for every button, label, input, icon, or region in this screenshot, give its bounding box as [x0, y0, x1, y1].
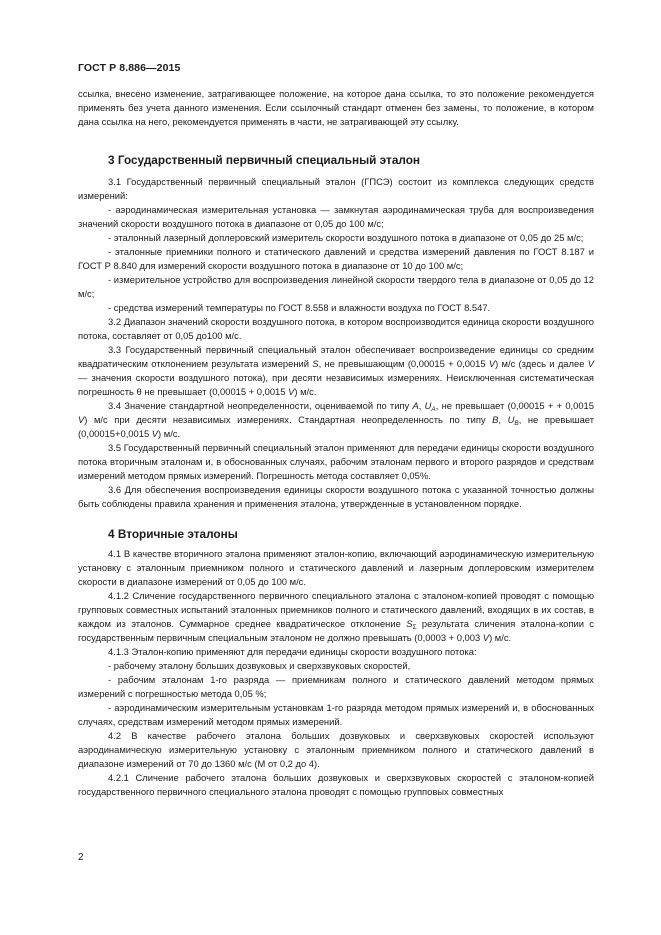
paragraph-3-3: 3.3 Государственный первичный специальный эталон обеспечивает воспроизведение единицы со средним квадратическим отклонением результата измерений S, не превышающим (0,00015 + 0,0015 V) м/с (здесь и далее V — значения скорости воздушного потока), при десяти независимых измерениях. Неисключенная систематическая погрешность θ не превышает (0,00015 + 0,0015 V) м/с. [78, 344, 594, 397]
section-4-heading: 4 Вторичные эталоны [108, 527, 238, 541]
paragraph-3-4: 3.4 Значение стандартной неопределенности, оцениваемой по типу А, $U_A$, не превышает (0,00015 + + 0,0015 V) м/с при десяти независимых измерениях. Стандартная неопределенность по типу В, $U_B$, не превышает (0,00015+0,0015 V) м/с. [78, 400, 594, 439]
document-header: ГОСТ Р 8.886—2015 [78, 62, 181, 74]
section-3-heading: 3 Государственный первичный специальный эталон [108, 153, 421, 167]
paragraph-4-1-2: 4.1.2 Сличение государственного первичного специального эталона с эталоном-копией проводят с помощью групповых совместных испытаний эталонных приемников полного и статического давлений, входящих в их состав, в каждом из эталонов. Суммарное среднее квадратическое отклонение $S_\Sigma$ результата сличения эталона-копии с государственным первичным специальным эталоном не должно превышать (0,0003 + 0,003 V) м/с. [78, 590, 594, 643]
document-body [78, 87, 594, 799]
list-item: - аэродинамическая измерительная установка — замкнутая аэродинамическая труба для воспроизведения значений скорости воздушного потока в диапазоне от 0,05 до 100 м/с; [78, 204, 594, 229]
paragraph-4-1-3: 4.1.3 Эталон-копию применяют для передачи единицы скорости воздушного потока: [108, 646, 477, 657]
intro-paragraph: ссылка, внесено изменение, затрагивающее положение, на которое дана ссылка, то это положение рекомендуется применять без учета данного изменения. Если ссылочный стандарт отменен без замены, то положение, в котором дана ссылка на него, рекомендуется применять в части, не затрагивающей эту ссылку. [78, 88, 594, 127]
list-item: - рабочему эталону больших дозвуковых и сверхзвуковых скоростей, [108, 660, 411, 671]
paragraph-4-1: 4.1 В качестве вторичного эталона применяют эталон-копию, включающий аэродинамическую измерительную установку с эталонным приемником полного и статического давлений и лазерным доплеровским измерителем скорости в диапазоне измерений от 0,05 до 100 м/с. [78, 548, 594, 587]
paragraph-3-5: 3.5 Государственный первичный специальный эталон применяют для передачи единицы скорости воздушного потока вторичным эталонам и, в обоснованных случаях, рабочим эталонам первого и второго разрядов и средствам измерений методом прямых измерений. Погрешность метода составляет 0,05%. [78, 442, 594, 481]
list-item: - измерительное устройство для воспроизведения линейной скорости твердого тела в диапазоне от 0,05 до 12 м/с; [78, 274, 594, 299]
paragraph-4-2: 4.2 В качестве рабочего эталона больших дозвуковых и сверхзвуковых скоростей используют аэродинамическую измерительную установку с эталонным приемником полного и статического давлений в диапазоне измерений от 70 до 1360 м/с (М от 0,2 до 4). [78, 730, 594, 769]
paragraph-3-2: 3.2 Диапазон значений скорости воздушного потока, в котором воспроизводится единица скорости воздушного потока, составляет от 0,05 до100 м/с. [78, 316, 594, 341]
paragraph-3-6: 3.6 Для обеспечения воспроизведения единицы скорости воздушного потока с указанной точностью должны быть соблюдены правила хранения и применения эталона, утвержденные в установленном порядке. [78, 484, 594, 509]
paragraph-4-2-1: 4.2.1 Сличение рабочего эталона больших дозвуковых и сверхзвуковых скоростей с эталоном-копией государственного первичного специального эталона проводят с помощью групповых совместных [78, 772, 594, 797]
list-item: - рабочим эталонам 1-го разряда — приемникам полного и статического давлений методом прямых измерений с погрешностью метода 0,05 %; [78, 674, 594, 699]
list-item: - эталонные приемники полного и статического давлений и средства измерений давления по ГОСТ 8.187 и ГОСТ Р 8.840 для измерений скорости воздушного потока в диапазоне от 10 до 100 м/с; [78, 246, 594, 271]
page-number: 2 [78, 852, 84, 863]
list-item: - средства измерений температуры по ГОСТ 8.558 и влажности воздуха по ГОСТ 8.547. [108, 302, 491, 313]
paragraph-3-1: 3.1 Государственный первичный специальный эталон (ГПСЭ) состоит из комплекса следующих средств измерений: [78, 176, 594, 201]
list-item: - аэродинамическим измерительным установкам 1-го разряда методом прямых измерений и, в обоснованных случаях, средствам измерений методом прямых измерений. [78, 702, 594, 727]
list-item: - эталонный лазерный доплеровский измеритель скорости воздушного потока в диапазоне от 0,05 до 25 м/с; [108, 232, 584, 243]
